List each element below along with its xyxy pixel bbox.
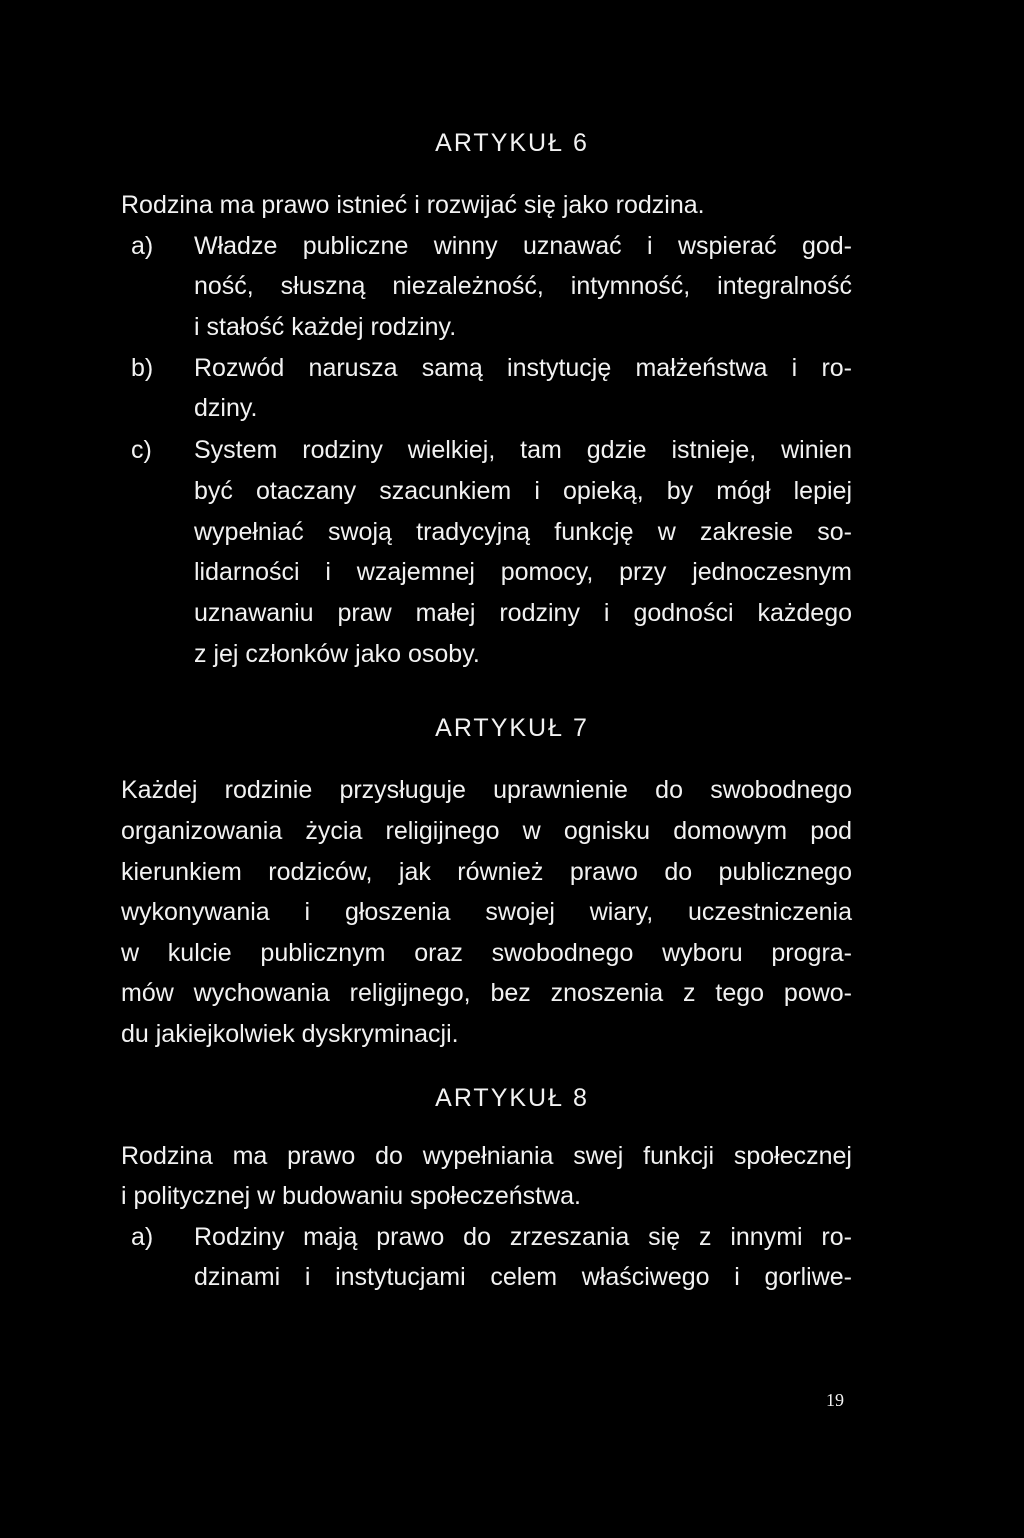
- article-6-point-a-line: i stałość każdej rodziny.: [194, 313, 457, 341]
- article-7-line: organizowania życia religijnego w ognisku domowym pod: [121, 817, 852, 845]
- article-8-line: i politycznej w budowaniu społeczeństwa.: [121, 1182, 581, 1210]
- article-6-point-c-line: wypełniać swoją tradycyjną funkcję w zakresie so-: [194, 518, 852, 546]
- article-8-heading: ARTYKUŁ 8: [435, 1084, 589, 1112]
- article-6-point-a-line: Władze publiczne winny uznawać i wspierać god-: [194, 232, 852, 260]
- article-6-intro: Rodzina ma prawo istnieć i rozwijać się jako rodzina.: [121, 191, 705, 219]
- article-6-point-c-marker: c): [131, 436, 152, 464]
- article-6-point-c-line: uznawaniu praw małej rodziny i godności każdego: [194, 599, 852, 627]
- article-7-line: kierunkiem rodziców, jak również prawo do publicznego: [121, 858, 852, 886]
- article-6-point-b-line: Rozwód narusza samą instytucję małżeństwa i ro-: [194, 354, 852, 382]
- article-8-point-a-line: dzinami i instytucjami celem właściwego i gorliwe-: [194, 1263, 852, 1291]
- article-7-line: mów wychowania religijnego, bez znoszenia z tego powo-: [121, 979, 852, 1007]
- article-6-point-b-line: dziny.: [194, 394, 258, 422]
- article-7-line: w kulcie publicznym oraz swobodnego wyboru progra-: [121, 939, 852, 967]
- article-6-point-c-line: być otaczany szacunkiem i opieką, by mógł lepiej: [194, 477, 852, 505]
- article-7-line: wykonywania i głoszenia swojej wiary, uczestniczenia: [121, 898, 852, 926]
- article-8-point-a-line: Rodziny mają prawo do zrzeszania się z innymi ro-: [194, 1223, 852, 1251]
- article-6-point-b-marker: b): [131, 354, 154, 382]
- article-6-point-c-line: z jej członków jako osoby.: [194, 640, 480, 668]
- article-6-heading: ARTYKUŁ 6: [435, 129, 589, 157]
- article-8-line: Rodzina ma prawo do wypełniania swej funkcji społecznej: [121, 1142, 852, 1170]
- article-7-heading: ARTYKUŁ 7: [435, 714, 589, 742]
- article-6-point-a-marker: a): [131, 232, 154, 260]
- article-6-point-a-line: ność, słuszną niezależność, intymność, integralność: [194, 272, 852, 300]
- article-8-point-a-marker: a): [131, 1223, 154, 1251]
- article-7-line: du jakiejkolwiek dyskryminacji.: [121, 1020, 459, 1048]
- article-6-point-c-line: lidarności i wzajemnej pomocy, przy jednoczesnym: [194, 558, 852, 586]
- page-number: 19: [826, 1390, 844, 1410]
- article-6-point-c-line: System rodziny wielkiej, tam gdzie istnieje, winien: [194, 436, 852, 464]
- article-7-line: Każdej rodzinie przysługuje uprawnienie do swobodnego: [121, 776, 852, 804]
